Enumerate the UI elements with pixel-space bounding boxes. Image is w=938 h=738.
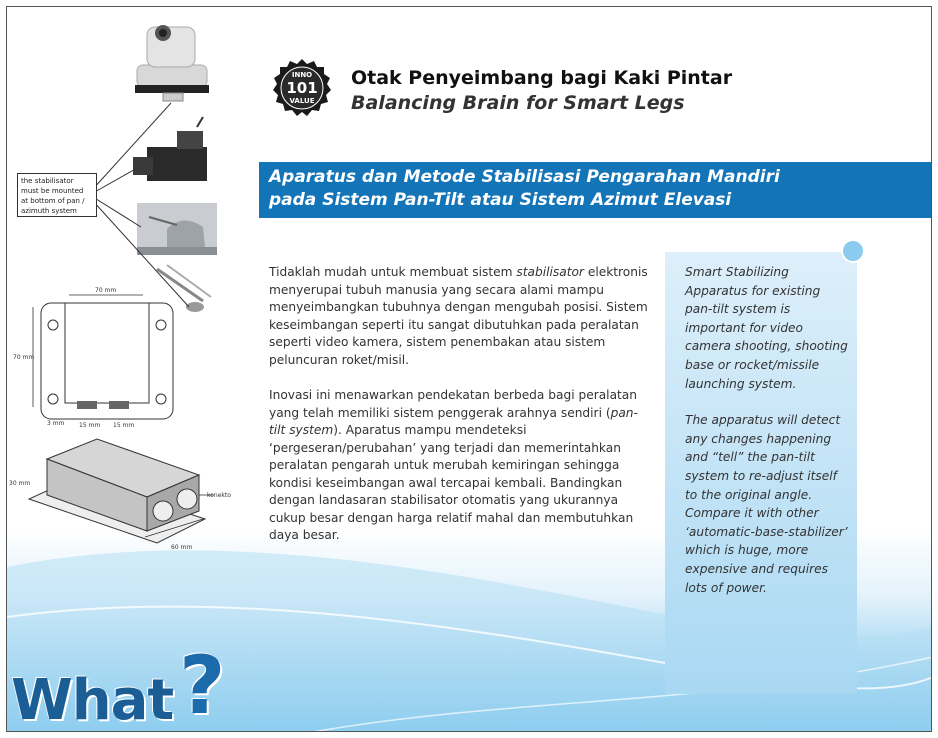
paragraph-1: Tidaklah mudah untuk membuat sistem stabilisator elektronis menyerupai tubuh manusia yang secara alami mampu menyeimbangkan tubuhnya dengan mengubah posisi. Sistem keseimbangan seperti itu sangat dibutuhkan pada peralatan seperti video kamera, sistem penembakan atau sistem peluncuran roket/misil. bbox=[269, 265, 648, 367]
mounting-note-line: must be mounted bbox=[21, 187, 84, 195]
dim-a-label: 15 mm bbox=[79, 422, 101, 429]
badge-bottom-text: VALUE bbox=[289, 97, 315, 105]
dim-height-label: 70 mm bbox=[13, 354, 35, 361]
decorative-dot bbox=[841, 239, 865, 263]
turret-image bbox=[137, 203, 217, 255]
mounting-note-line: azimuth system bbox=[21, 207, 77, 215]
question-mark: ? bbox=[179, 639, 226, 732]
title-english: Balancing Brain for Smart Legs bbox=[351, 92, 685, 114]
top-view-drawing bbox=[13, 287, 173, 429]
dim-width-label: 70 mm bbox=[95, 287, 117, 294]
main-body-text bbox=[269, 264, 651, 563]
mounting-note bbox=[17, 173, 97, 217]
device-illustrations bbox=[7, 7, 247, 567]
title-indonesian: Otak Penyeimbang bagi Kaki Pintar bbox=[351, 67, 733, 89]
what-heading: What bbox=[11, 668, 174, 732]
section-banner bbox=[259, 162, 932, 218]
english-summary-text bbox=[685, 263, 851, 615]
dim-small-label: 3 mm bbox=[47, 420, 65, 427]
summary-paragraph-2: The apparatus will detect any changes happening and “tell” the pan-tilt system to re-adjust itself to the original angle. Compare it with other ‘automatic-base-stabilizer’ which is huge, more expensive and requires lots of power. bbox=[685, 413, 848, 595]
badge-top-text: INNO bbox=[291, 71, 313, 79]
mounting-note-line: the stabilisator bbox=[21, 177, 74, 185]
banner-line-1: Aparatus dan Metode Stabilisasi Pengarahan Mandiri bbox=[269, 167, 780, 187]
summary-paragraph-1: Smart Stabilizing Apparatus for existing pan-tilt system is important for video camera shooting, shooting base or rocket/missile launching system. bbox=[685, 265, 848, 391]
inno-value-badge bbox=[271, 57, 333, 119]
dim-depth-label: 60 mm bbox=[171, 544, 193, 551]
badge-number: 101 bbox=[286, 79, 318, 97]
dim-left-label: 30 mm bbox=[9, 480, 31, 487]
brochure-page bbox=[6, 6, 932, 732]
mounting-note-line: at bottom of pan / bbox=[21, 197, 85, 205]
dim-b-label: 15 mm bbox=[113, 422, 135, 429]
iso-view-drawing bbox=[9, 439, 231, 551]
konektor-label: konekto bbox=[207, 492, 231, 499]
ptz-camera-image bbox=[135, 25, 209, 101]
banner-line-2: pada Sistem Pan-Tilt atau Sistem Azimut Elevasi bbox=[269, 190, 732, 210]
video-camera-image bbox=[133, 117, 207, 181]
paragraph-2: Inovasi ini menawarkan pendekatan berbeda bagi peralatan yang telah memiliki sistem penggerak arahnya sendiri (pan-tilt system). Aparatus mampu mendeteksi ‘pergeseran/perubahan’ yang terjadi dan memerintahkan peralatan pengarah untuk merubah kemiringan sehingga kondisi keseimbangan awal tercapai kembali. Bandingkan dengan landasaran stabilisator otomatis yang ukurannya cukup besar dengan harga relatif mahal dan membutuhkan daya besar. bbox=[269, 388, 638, 542]
